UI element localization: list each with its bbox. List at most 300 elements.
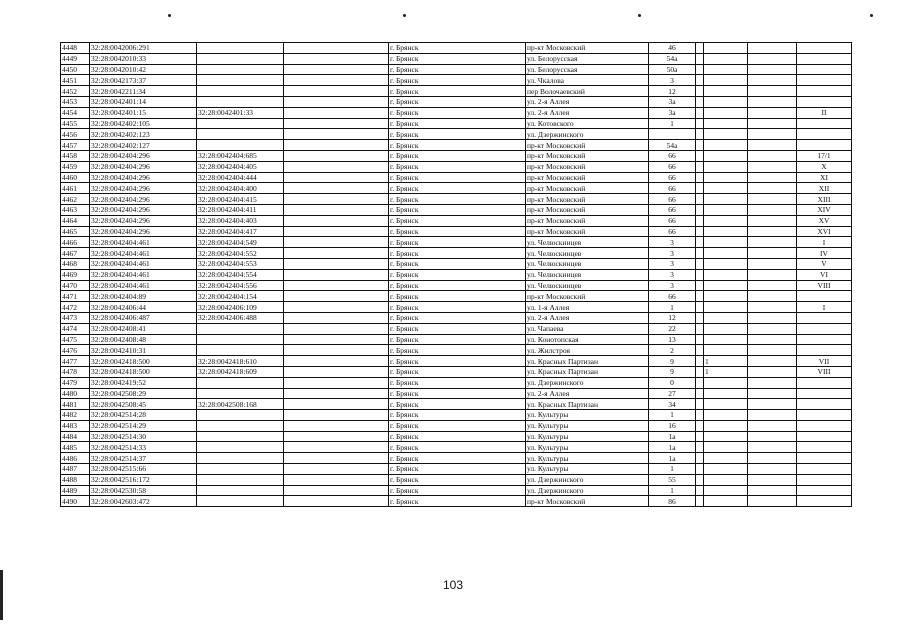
empty-cell [696, 431, 704, 442]
street-cell: пр-кт Московский [526, 43, 649, 54]
row-number-cell: 4481 [61, 399, 90, 410]
building-cell [704, 312, 748, 323]
object-cadastral-number-cell: 32:28:0042404:552 [197, 248, 284, 259]
empty-cell [748, 64, 797, 75]
cadastral-number-cell: 32:28:0042006:291 [90, 43, 197, 54]
row-number-cell: 4480 [61, 388, 90, 399]
empty-cell [284, 388, 389, 399]
street-cell: пер Волочаевский [526, 86, 649, 97]
street-cell: ул. Культуры [526, 442, 649, 453]
street-cell: ул. Конотопская [526, 334, 649, 345]
row-number-cell: 4484 [61, 431, 90, 442]
city-cell: г. Брянск [389, 399, 526, 410]
premises-number-cell [797, 431, 852, 442]
table-row [61, 248, 852, 259]
premises-number-cell [797, 86, 852, 97]
empty-cell [284, 474, 389, 485]
row-number-cell: 4482 [61, 410, 90, 421]
table-row [61, 356, 852, 367]
street-cell: пр-кт Московский [526, 291, 649, 302]
table-row [61, 75, 852, 86]
house-number-cell: 3 [649, 248, 696, 259]
cadastral-number-cell: 32:28:0042404:296 [90, 215, 197, 226]
house-number-cell: 1 [649, 485, 696, 496]
city-cell: г. Брянск [389, 172, 526, 183]
row-number-cell: 4470 [61, 280, 90, 291]
empty-cell [284, 453, 389, 464]
cadastral-number-cell: 32:28:0042516:172 [90, 474, 197, 485]
street-cell: пр-кт Московский [526, 172, 649, 183]
empty-cell [696, 237, 704, 248]
house-number-cell: 3 [649, 269, 696, 280]
table-row [61, 86, 852, 97]
row-number-cell: 4471 [61, 291, 90, 302]
empty-cell [748, 269, 797, 280]
street-cell: ул. Красных Партизан [526, 356, 649, 367]
object-cadastral-number-cell [197, 474, 284, 485]
row-number-cell: 4448 [61, 43, 90, 54]
object-cadastral-number-cell [197, 140, 284, 151]
premises-number-cell: I [797, 302, 852, 313]
empty-cell [284, 345, 389, 356]
building-cell [704, 291, 748, 302]
empty-cell [284, 485, 389, 496]
empty-cell [748, 237, 797, 248]
empty-cell [696, 496, 704, 507]
object-cadastral-number-cell [197, 334, 284, 345]
street-cell: ул. Челюскинцев [526, 237, 649, 248]
premises-number-cell [797, 388, 852, 399]
city-cell: г. Брянск [389, 291, 526, 302]
table-row [61, 129, 852, 140]
empty-cell [696, 86, 704, 97]
premises-number-cell [797, 129, 852, 140]
row-number-cell: 4456 [61, 129, 90, 140]
empty-cell [696, 226, 704, 237]
table-row [61, 258, 852, 269]
house-number-cell: 3 [649, 280, 696, 291]
premises-number-cell [797, 53, 852, 64]
house-number-cell: 66 [649, 204, 696, 215]
house-number-cell: 3а [649, 96, 696, 107]
building-cell [704, 410, 748, 421]
empty-cell [696, 258, 704, 269]
row-number-cell: 4465 [61, 226, 90, 237]
empty-cell [696, 420, 704, 431]
table-row [61, 150, 852, 161]
empty-cell [284, 64, 389, 75]
empty-cell [696, 345, 704, 356]
cadastral-number-cell: 32:28:0042402:127 [90, 140, 197, 151]
cadastral-number-cell: 32:28:0042515:66 [90, 464, 197, 475]
empty-cell [748, 129, 797, 140]
empty-cell [696, 312, 704, 323]
table-row [61, 323, 852, 334]
empty-cell [696, 388, 704, 399]
city-cell: г. Брянск [389, 150, 526, 161]
building-cell [704, 388, 748, 399]
object-cadastral-number-cell [197, 86, 284, 97]
row-number-cell: 4479 [61, 377, 90, 388]
object-cadastral-number-cell [197, 420, 284, 431]
row-number-cell: 4467 [61, 248, 90, 259]
street-cell: пр-кт Московский [526, 194, 649, 205]
row-number-cell: 4478 [61, 366, 90, 377]
empty-cell [284, 399, 389, 410]
city-cell: г. Брянск [389, 140, 526, 151]
street-cell: пр-кт Московский [526, 140, 649, 151]
city-cell: г. Брянск [389, 366, 526, 377]
cadastral-number-cell: 32:28:0042401:15 [90, 107, 197, 118]
cadastral-number-cell: 32:28:0042408:41 [90, 323, 197, 334]
house-number-cell: 66 [649, 161, 696, 172]
building-cell [704, 334, 748, 345]
object-cadastral-number-cell [197, 96, 284, 107]
table-row [61, 43, 852, 54]
building-cell [704, 377, 748, 388]
building-cell [704, 107, 748, 118]
premises-number-cell: XVI [797, 226, 852, 237]
table-row [61, 204, 852, 215]
house-number-cell: 22 [649, 323, 696, 334]
cadastral-number-cell: 32:28:0042404:296 [90, 226, 197, 237]
object-cadastral-number-cell [197, 377, 284, 388]
object-cadastral-number-cell [197, 485, 284, 496]
premises-number-cell [797, 420, 852, 431]
cadastral-number-cell: 32:28:0042402:123 [90, 129, 197, 140]
empty-cell [696, 269, 704, 280]
city-cell: г. Брянск [389, 377, 526, 388]
building-cell [704, 420, 748, 431]
building-cell [704, 496, 748, 507]
empty-cell [284, 140, 389, 151]
premises-number-cell: XIV [797, 204, 852, 215]
house-number-cell: 54а [649, 140, 696, 151]
object-cadastral-number-cell: 32:28:0042404:685 [197, 150, 284, 161]
empty-cell [696, 302, 704, 313]
table-row [61, 161, 852, 172]
empty-cell [748, 140, 797, 151]
building-cell [704, 323, 748, 334]
house-number-cell: 50а [649, 64, 696, 75]
street-cell: пр-кт Московский [526, 496, 649, 507]
empty-cell [748, 442, 797, 453]
premises-number-cell [797, 64, 852, 75]
building-cell [704, 474, 748, 485]
row-number-cell: 4459 [61, 161, 90, 172]
building-cell [704, 43, 748, 54]
house-number-cell: 12 [649, 86, 696, 97]
cadastral-number-cell: 32:28:0042010:42 [90, 64, 197, 75]
house-number-cell: 9 [649, 356, 696, 367]
empty-cell [748, 485, 797, 496]
building-cell [704, 183, 748, 194]
house-number-cell: 54а [649, 53, 696, 64]
empty-cell [696, 280, 704, 291]
scan-mark-dot [638, 14, 641, 17]
street-cell: ул. Белорусская [526, 64, 649, 75]
register-table-body [61, 43, 852, 507]
empty-cell [748, 464, 797, 475]
cadastral-number-cell: 32:28:0042404:296 [90, 161, 197, 172]
house-number-cell: 3 [649, 75, 696, 86]
table-row [61, 496, 852, 507]
table-row [61, 194, 852, 205]
cadastral-number-cell: 32:28:0042010:33 [90, 53, 197, 64]
city-cell: г. Брянск [389, 107, 526, 118]
empty-cell [284, 237, 389, 248]
object-cadastral-number-cell [197, 323, 284, 334]
cadastral-number-cell: 32:28:0042406:487 [90, 312, 197, 323]
empty-cell [748, 388, 797, 399]
table-row [61, 118, 852, 129]
empty-cell [696, 75, 704, 86]
cadastral-number-cell: 32:28:0042514:37 [90, 453, 197, 464]
house-number-cell: 66 [649, 194, 696, 205]
city-cell: г. Брянск [389, 334, 526, 345]
table-row [61, 399, 852, 410]
house-number-cell: 66 [649, 150, 696, 161]
empty-cell [696, 129, 704, 140]
building-cell [704, 258, 748, 269]
city-cell: г. Брянск [389, 96, 526, 107]
premises-number-cell: IV [797, 248, 852, 259]
building-cell [704, 150, 748, 161]
house-number-cell: 66 [649, 172, 696, 183]
empty-cell [748, 118, 797, 129]
empty-cell [284, 150, 389, 161]
empty-cell [696, 442, 704, 453]
empty-cell [748, 496, 797, 507]
object-cadastral-number-cell: 32:28:0042508:168 [197, 399, 284, 410]
empty-cell [284, 496, 389, 507]
city-cell: г. Брянск [389, 356, 526, 367]
street-cell: ул. Челюскинцев [526, 269, 649, 280]
empty-cell [284, 323, 389, 334]
premises-number-cell: VIII [797, 280, 852, 291]
empty-cell [696, 215, 704, 226]
city-cell: г. Брянск [389, 280, 526, 291]
house-number-cell [649, 129, 696, 140]
empty-cell [748, 194, 797, 205]
city-cell: г. Брянск [389, 53, 526, 64]
empty-cell [748, 107, 797, 118]
empty-cell [284, 366, 389, 377]
premises-number-cell: XIII [797, 194, 852, 205]
table-row [61, 280, 852, 291]
empty-cell [696, 183, 704, 194]
street-cell: ул. Чкалова [526, 75, 649, 86]
premises-number-cell [797, 399, 852, 410]
cadastral-number-cell: 32:28:0042211:34 [90, 86, 197, 97]
row-number-cell: 4452 [61, 86, 90, 97]
street-cell: ул. Дзержинского [526, 485, 649, 496]
empty-cell [284, 431, 389, 442]
row-number-cell: 4466 [61, 237, 90, 248]
cadastral-number-cell: 32:28:0042404:461 [90, 258, 197, 269]
empty-cell [748, 453, 797, 464]
premises-number-cell [797, 453, 852, 464]
building-cell [704, 140, 748, 151]
empty-cell [748, 431, 797, 442]
building-cell [704, 204, 748, 215]
street-cell: ул. 2-я Аллея [526, 388, 649, 399]
empty-cell [748, 323, 797, 334]
empty-cell [748, 291, 797, 302]
premises-number-cell: XII [797, 183, 852, 194]
empty-cell [696, 204, 704, 215]
premises-number-cell: VII [797, 356, 852, 367]
row-number-cell: 4450 [61, 64, 90, 75]
empty-cell [696, 366, 704, 377]
cadastral-number-cell: 32:28:0042404:461 [90, 280, 197, 291]
table-row [61, 431, 852, 442]
premises-number-cell [797, 345, 852, 356]
house-number-cell: 1а [649, 431, 696, 442]
row-number-cell: 4473 [61, 312, 90, 323]
house-number-cell: 9 [649, 366, 696, 377]
building-cell [704, 96, 748, 107]
street-cell: ул. Челюскинцев [526, 258, 649, 269]
empty-cell [748, 86, 797, 97]
building-cell [704, 345, 748, 356]
empty-cell [748, 258, 797, 269]
cadastral-number-cell: 32:28:0042418:500 [90, 356, 197, 367]
object-cadastral-number-cell [197, 388, 284, 399]
object-cadastral-number-cell: 32:28:0042406:109 [197, 302, 284, 313]
table-row [61, 388, 852, 399]
row-number-cell: 4451 [61, 75, 90, 86]
cadastral-number-cell: 32:28:0042404:296 [90, 183, 197, 194]
table-row [61, 291, 852, 302]
object-cadastral-number-cell: 32:28:0042404:553 [197, 258, 284, 269]
cadastral-number-cell: 32:28:0042401:14 [90, 96, 197, 107]
city-cell: г. Брянск [389, 86, 526, 97]
row-number-cell: 4455 [61, 118, 90, 129]
cadastral-number-cell: 32:28:0042402:105 [90, 118, 197, 129]
empty-cell [284, 183, 389, 194]
city-cell: г. Брянск [389, 442, 526, 453]
house-number-cell: 2 [649, 345, 696, 356]
premises-number-cell: 17/1 [797, 150, 852, 161]
premises-number-cell [797, 464, 852, 475]
premises-number-cell: X [797, 161, 852, 172]
object-cadastral-number-cell [197, 410, 284, 421]
city-cell: г. Брянск [389, 312, 526, 323]
empty-cell [284, 215, 389, 226]
house-number-cell: 46 [649, 43, 696, 54]
street-cell: ул. Культуры [526, 453, 649, 464]
cadastral-number-cell: 32:28:0042404:461 [90, 237, 197, 248]
row-number-cell: 4449 [61, 53, 90, 64]
premises-number-cell: XI [797, 172, 852, 183]
object-cadastral-number-cell: 32:28:0042404:403 [197, 215, 284, 226]
cadastral-number-cell: 32:28:0042404:296 [90, 204, 197, 215]
street-cell: ул. Чапаева [526, 323, 649, 334]
object-cadastral-number-cell: 32:28:0042404:405 [197, 161, 284, 172]
building-cell [704, 129, 748, 140]
empty-cell [748, 334, 797, 345]
building-cell [704, 237, 748, 248]
premises-number-cell [797, 442, 852, 453]
cadastral-number-cell: 32:28:0042404:461 [90, 269, 197, 280]
cadastral-number-cell: 32:28:0042404:461 [90, 248, 197, 259]
cadastral-number-cell: 32:28:0042514:28 [90, 410, 197, 421]
empty-cell [284, 172, 389, 183]
row-number-cell: 4483 [61, 420, 90, 431]
premises-number-cell [797, 334, 852, 345]
premises-number-cell: I [797, 237, 852, 248]
row-number-cell: 4472 [61, 302, 90, 313]
row-number-cell: 4488 [61, 474, 90, 485]
premises-number-cell: II [797, 107, 852, 118]
premises-number-cell [797, 377, 852, 388]
row-number-cell: 4460 [61, 172, 90, 183]
premises-number-cell: VI [797, 269, 852, 280]
cadastral-number-cell: 32:28:0042173:37 [90, 75, 197, 86]
row-number-cell: 4469 [61, 269, 90, 280]
table-row [61, 485, 852, 496]
empty-cell [748, 377, 797, 388]
building-cell [704, 161, 748, 172]
row-number-cell: 4458 [61, 150, 90, 161]
building-cell [704, 269, 748, 280]
street-cell: пр-кт Московский [526, 204, 649, 215]
table-row [61, 302, 852, 313]
object-cadastral-number-cell [197, 75, 284, 86]
empty-cell [696, 474, 704, 485]
street-cell: пр-кт Московский [526, 183, 649, 194]
cadastral-number-cell: 32:28:0042514:29 [90, 420, 197, 431]
scan-edge-mark [0, 570, 3, 620]
table-row [61, 53, 852, 64]
street-cell: пр-кт Московский [526, 226, 649, 237]
building-cell [704, 442, 748, 453]
empty-cell [284, 75, 389, 86]
cadastral-number-cell: 32:28:0042514:30 [90, 431, 197, 442]
street-cell: ул. 2-я Аллея [526, 107, 649, 118]
empty-cell [696, 140, 704, 151]
street-cell: ул. Дзержинского [526, 474, 649, 485]
row-number-cell: 4485 [61, 442, 90, 453]
empty-cell [748, 150, 797, 161]
cadastral-number-cell: 32:28:0042410:31 [90, 345, 197, 356]
house-number-cell: 66 [649, 226, 696, 237]
object-cadastral-number-cell [197, 464, 284, 475]
object-cadastral-number-cell [197, 442, 284, 453]
table-row [61, 366, 852, 377]
scan-mark-dot [870, 14, 873, 17]
empty-cell [284, 226, 389, 237]
city-cell: г. Брянск [389, 248, 526, 259]
empty-cell [748, 366, 797, 377]
table-row [61, 269, 852, 280]
empty-cell [284, 248, 389, 259]
empty-cell [284, 43, 389, 54]
house-number-cell: 1а [649, 453, 696, 464]
empty-cell [284, 161, 389, 172]
street-cell: пр-кт Московский [526, 215, 649, 226]
table-row [61, 64, 852, 75]
cadastral-number-cell: 32:28:0042530:58 [90, 485, 197, 496]
row-number-cell: 4474 [61, 323, 90, 334]
object-cadastral-number-cell [197, 496, 284, 507]
object-cadastral-number-cell [197, 64, 284, 75]
house-number-cell: 12 [649, 312, 696, 323]
empty-cell [696, 161, 704, 172]
row-number-cell: 4477 [61, 356, 90, 367]
street-cell: пр-кт Московский [526, 150, 649, 161]
